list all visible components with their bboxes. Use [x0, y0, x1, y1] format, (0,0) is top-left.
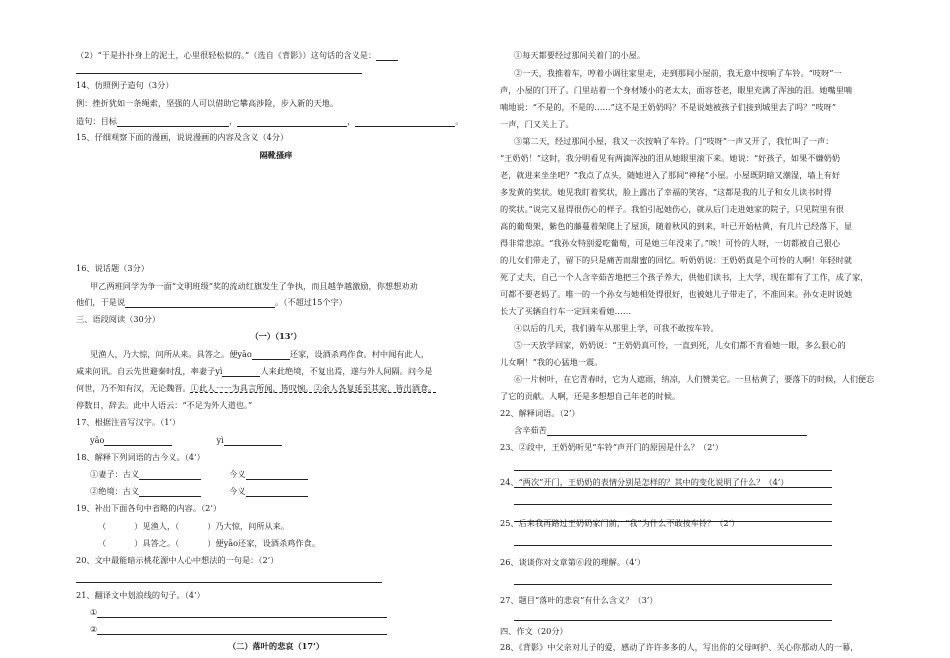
passage1-line4: 停数日，辞去。此中人语云：“不足为外人道也。” — [76, 400, 253, 410]
wavy-underlined-sentence: ①此人一一为具言所闻，皆叹惋。②余人各复延至其家，皆出酒食。 — [190, 383, 437, 393]
answer-blank[interactable] — [125, 298, 275, 308]
passage1-line3 — [76, 383, 436, 394]
answer-line[interactable] — [514, 504, 832, 505]
q14-end: 。 — [455, 116, 464, 126]
passage1-text: 何世，乃不知有汉，无论魏晋。 — [76, 383, 191, 393]
paren: （ — [98, 538, 107, 548]
q21-marker: ① — [90, 607, 98, 617]
answer-blank[interactable] — [246, 470, 308, 480]
answer-blank[interactable] — [355, 117, 455, 127]
passage1-line1 — [90, 349, 429, 360]
q14-example: 例：挫折犹如一条绳索，坚强的人可以借助它攀高涉险，步入新的天地。 — [76, 98, 339, 108]
q14-sep: ， — [347, 116, 356, 126]
pinyin-yi: yì — [216, 435, 224, 445]
passage2-para6-line: 了它的贡献。人啊，还是多想想自己年老的时候。 — [500, 391, 681, 401]
section3-title: 三、语段阅读（30分） — [76, 314, 161, 324]
q19-text: ）具答之。（ — [134, 538, 180, 548]
passage1-line2 — [76, 366, 432, 377]
q17-title: 17、根据注音写汉字。（1’） — [76, 417, 181, 427]
passage2-para5-line: ⑤一天放学回家，奶奶说：“王奶奶真可怜，一直到死，儿女们都不肯看她一眼，多么狠心的 — [514, 340, 846, 350]
q16-line2 — [76, 297, 347, 308]
q19-row-b — [98, 538, 320, 549]
passage1-text: 还家，设酒杀鸡作食。村中闻有此人， — [289, 349, 430, 359]
q28-title: 28、《背影》中父亲对儿子的爱，感动了许许多多的人，写出你的父母呵护、关心你那动人的一幕， — [500, 642, 859, 652]
answer-line[interactable] — [514, 545, 832, 546]
passage2-para6-line: ⑥一片树叶，在它青春时，它为人遮雨，纳凉，人们赞美它。一旦枯黄了，要落下的时候，人们便忘 — [514, 374, 875, 384]
paren: （ — [98, 521, 107, 531]
answer-blank[interactable] — [104, 436, 172, 446]
q27-title: 27、题目“落叶的悲哀”有什么含义？（3’） — [500, 595, 658, 605]
q14-title: 14、仿照例子造句（3分） — [76, 80, 174, 90]
answer-blank[interactable] — [547, 426, 807, 436]
q22-row — [514, 425, 807, 436]
q16-title: 16、说话题（3分） — [76, 263, 149, 273]
q14-make-prefix: 造句：目标 — [76, 116, 117, 126]
passage2-para3-line: “王奶奶！”这时，我分明看见有两滴浑浊的泪从她眼里滚下来。她说：“好孩子，如果不嫌奶奶 — [500, 153, 841, 163]
passage2-para4: ④以后的几天，我们骑车从那里上学，可我不敢按车铃。 — [514, 323, 719, 333]
passage1-title: （一）（13’） — [250, 331, 302, 341]
q18-b-label: ②绝境：古义 — [90, 486, 140, 496]
passage2-para3-line: 多发黄的奖状。她见我盯着奖状，脸上露出了幸福的笑容，“这都是我的儿子和女儿读书时得 — [500, 187, 832, 197]
passage2-para2-line: 一声，门又关上了。 — [500, 119, 574, 129]
answer-blank[interactable] — [222, 367, 260, 377]
q21-title: 21、翻译文中划浪线的句子。（4’） — [76, 590, 205, 600]
q21-row-2 — [90, 624, 387, 635]
passage2-para3-line: 长大了买辆自行车一定回来看她…… — [500, 306, 632, 316]
answer-blank[interactable] — [139, 487, 201, 497]
q19-row-a — [98, 521, 289, 532]
q21-marker: ② — [90, 624, 98, 634]
q17-answers — [90, 435, 282, 446]
q14-sep: ， — [228, 116, 238, 126]
q19-title: 19、补出下面各句中省略的内容。（2’） — [76, 503, 222, 513]
passage2-para2-line: 喃地说：“不是的，不是的……”这不是王奶奶吗？不是说她被孩子们接到城里去了吗？“吱呀” — [500, 102, 837, 112]
answer-line[interactable] — [514, 470, 832, 471]
answer-blank[interactable] — [252, 350, 290, 360]
passage2-para5-line: 儿女啊！”我的心猛地一震。 — [500, 357, 603, 367]
q13-part2 — [76, 50, 398, 61]
q21-row-1 — [90, 607, 387, 618]
answer-blank[interactable] — [97, 608, 387, 618]
q18-jin-label: 今义 — [229, 486, 246, 496]
q14-answer-row — [76, 116, 464, 127]
answer-blank[interactable] — [117, 117, 229, 127]
passage2-title: （二）落叶的悲哀（17’） — [227, 641, 325, 651]
answer-line[interactable] — [76, 73, 362, 74]
passage1-text: 人来此绝境，不复出焉，遂与外人间隔。问今是 — [260, 366, 433, 376]
q23-title: 23、②段中，王奶奶听见“车铃”声开门的原因是什么？（2’） — [500, 442, 724, 452]
comic-title: 隔靴搔痒 — [259, 150, 293, 160]
passage2-para2-line: 声，小屋的门开了。门里站着一个身材矮小的老太太，面容苍老，眼里充满了浑浊的泪。她嘴里喃 — [500, 85, 853, 95]
answer-blank[interactable] — [376, 51, 398, 61]
pinyin-yao: yāo — [90, 435, 105, 445]
answer-line[interactable] — [514, 584, 832, 585]
q18-row-a — [90, 469, 308, 480]
passage2-para3-line: 高的葡萄架，紫色的藤蔓着架爬上了屋顶，随着秋风的到来，叶已开始枯黄，有几片已经落下，显 — [500, 221, 853, 231]
q16-line2-suffix: 。（不超过15个字） — [275, 297, 347, 307]
q19-text: ）便yāo还家，设酒杀鸡作食。 — [207, 538, 320, 548]
passage2-para3-line: 死了丈夫，自己一个人含辛茹苦地把三个孩子养大，供他们读书，上大学，现在都有了工作，成了家， — [500, 272, 869, 282]
q15-title: 15、仔细观察下面的漫画，说说漫画的内容及含义（4分） — [76, 132, 289, 142]
passage2-para2-line: ②一天，我推着车，哼着小调往家里走，走到那间小屋前，我无意中按响了车铃。“吱呀”一 — [514, 68, 842, 78]
passage1-text: 咸来问讯。自云先世避秦时乱，率妻子yì — [76, 366, 223, 376]
q19-text: ）乃大惊，问所从来。 — [207, 521, 290, 531]
answer-blank[interactable] — [237, 117, 347, 127]
answer-line[interactable] — [76, 582, 382, 583]
answer-blank[interactable] — [224, 436, 282, 446]
passage2-para3-line: 的奖状。”说完又显得很伤心的样子。我怕引起她伤心，就从后门走进她家的院子，只见院里有很 — [500, 204, 844, 214]
passage2-para3-line: 可都不要老妈了。唯一的一个孙女与她相处得很好，也被她儿子带走了，不准回来。孙女走时说她 — [500, 289, 853, 299]
passage2-para3-line: ③第二天，经过那间小屋，我又一次按响了车铃。门“吱呀”一声又开了，我忙叫了一声： — [514, 136, 834, 146]
q26-title: 26、谈谈你对文章第⑥段的理解。（4’） — [500, 557, 646, 567]
q22-word: 含辛茹苦 — [514, 425, 547, 435]
q13-part2-text: （2）“于是扑扑身上的泥土，心里很轻松似的。”（选自《背影》）这句话的含义是： — [76, 50, 377, 60]
q22-title: 22、解释词语。（2’） — [500, 408, 580, 418]
q25-title: 25、后来我再路过王奶奶家门前，“我”为什么不敢按车铃？（2’） — [500, 518, 740, 528]
answer-blank[interactable] — [246, 487, 308, 497]
passage1-text: 见渔人，乃大惊，问所从来。具答之。便yāo — [90, 349, 252, 359]
q18-title: 18、解释下列词语的古今义。（4’） — [76, 452, 205, 462]
q19-text: ）见渔人，（ — [134, 521, 180, 531]
q20-title: 20、文中最能暗示桃花源中人心中想法的一句是：（2’） — [76, 555, 279, 565]
q16-line1: 甲乙两班同学为争一面“文明班级”奖的流动红旗发生了争执，而且越争越激励，你想想劝劝 — [90, 281, 418, 291]
answer-blank[interactable] — [139, 470, 201, 480]
answer-line[interactable] — [514, 620, 832, 621]
answer-blank[interactable] — [97, 625, 387, 635]
passage2-para3-line: 老，就进来坐坐吧？”我点了点头，随她进入了那间“神秘”小屋。小屋既阴暗又潮湿，墙上有好 — [500, 170, 841, 180]
q24-title: 24、“两次”开门，王奶奶的表情分别是怎样的？其中的变化说明了什么？（4’） — [500, 477, 789, 487]
q16-line2-prefix: 他们，于是说 — [76, 297, 126, 307]
passage2-para3-line: 得非常悲凉。“我孙女特别爱吃葡萄，可是她三年没来了。”唉！可怜的人呀，一切都被自己狠心 — [500, 238, 840, 248]
passage2-para1: ①每天都要经过那间关着门的小屋。 — [514, 50, 646, 60]
passage2-para3-line: 的儿女们带走了，留下的只是痛苦而甜蜜的回忆。听奶奶说：王奶奶真是个可怜的人啊！年轻时就 — [500, 255, 853, 265]
q18-row-b — [90, 486, 308, 497]
section4-title: 四、作文（20分） — [500, 626, 568, 636]
q18-jin-label: 今义 — [229, 469, 246, 479]
q18-a-label: ①妻子：古义 — [90, 469, 140, 479]
